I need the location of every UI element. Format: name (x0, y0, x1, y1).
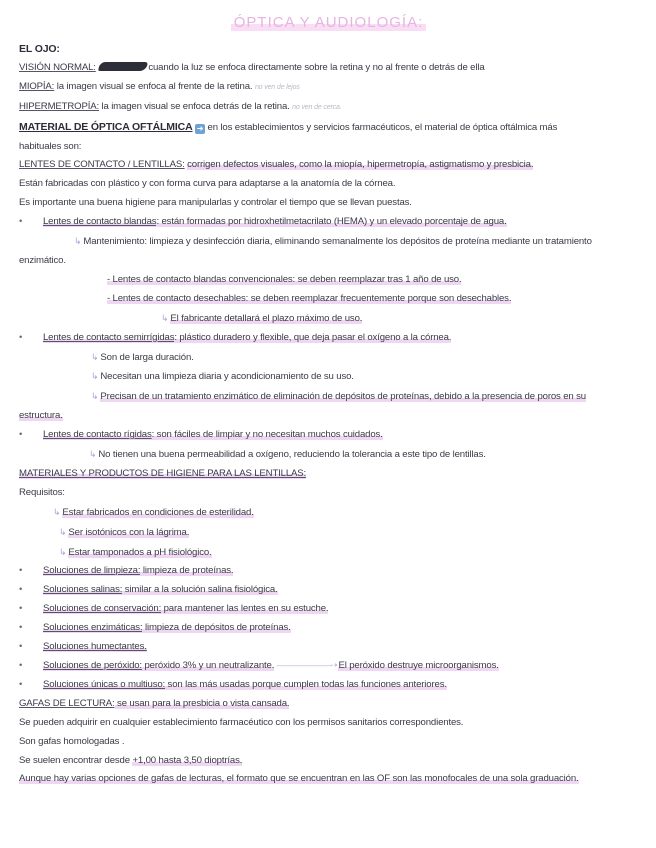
arrow-icon: ↳ (59, 546, 67, 557)
blandas-mantenimiento (19, 232, 638, 252)
arrow-right-box-icon: ➜ (196, 123, 204, 133)
arrow-icon: ↳ (91, 391, 99, 402)
gafas-text: se usan para la presbicia o vista cansada. (114, 697, 290, 709)
blandas-fabricante: ↳ El fabricante detallará el plazo máximo de uso. (161, 312, 363, 324)
line-lentes-2: Están fabricadas con plástico y con forma curva para adaptarse a la anatomía de la córnea. (19, 178, 396, 190)
semirrigidas-p3b: estructura. (19, 410, 63, 422)
line-material (19, 118, 638, 138)
requisitos-label: Requisitos: (19, 486, 65, 498)
line-hipermetropia (19, 98, 638, 118)
list-item-rigidas (19, 426, 638, 445)
miopia-note: no ven de lejos (254, 83, 300, 91)
list-item-solucion: • Soluciones salinas: similar a la solución salina fisiológica. (19, 584, 278, 596)
blandas-desechables: - Lentes de contacto desechables: se deben reemplazar frecuentemente porque son desechables. (107, 292, 512, 304)
material-text: en los establecimientos y servicios farmacéuticos, el material de óptica oftálmica más (207, 121, 558, 133)
arrow-icon: ↳ (53, 506, 61, 517)
line-lentes-3: Es importante una buena higiene para manipularlas y controlar el tiempo que se llevan puestas. (19, 197, 412, 209)
gafas-l2: Se pueden adquirir en cualquier establecimiento farmacéutico con los permisos sanitarios correspondientes. (19, 716, 464, 728)
list-item-semirrigidas (19, 329, 638, 348)
arrow-icon: ↳ (91, 371, 99, 382)
gafas-l4: Se suelen encontrar desde +1,00 hasta 3,50 dioptrías. (19, 754, 243, 766)
term-material-optica: MATERIAL DE ÓPTICA OFTÁLMICA (19, 120, 193, 133)
semirrigidas-p3: ↳ Precisan de un tratamiento enzimático de eliminación de depósitos de proteínas, debido a la presencia de poros en su (91, 391, 586, 403)
scribble-mark (98, 62, 148, 71)
term-vision-normal: VISIÓN NORMAL: (19, 61, 96, 73)
vision-normal-text: cuando la luz se enfoca directamente sobre la retina y no al frente o detrás de ella (148, 61, 485, 73)
list-item-solucion: • Soluciones enzimáticas: limpieza de depósitos de proteínas. (19, 622, 291, 634)
term-gafas: GAFAS DE LECTURA: (19, 697, 115, 709)
term-hipermetropia: HIPERMETROPÍA: (19, 100, 99, 112)
semirrigidas-p2: ↳ Necesitan una limpieza diaria y acondicionamiento de su uso. (91, 371, 354, 383)
blandas-text: : están formadas por hidroxhetilmetacrilato (HEMA) y un elevado porcentaje de agua. (156, 216, 507, 228)
blandas-convencionales: - Lentes de contacto blandas convencionales: se deben reemplazar tras 1 año de uso. (107, 273, 462, 285)
requisito-3: ↳ Estar tamponados a pH fisiológico. (59, 546, 212, 558)
gafas-l5: Aunque hay varias opciones de gafas de lecturas, el formato que se encuentran en las OF son las monofocales de una sola graduación. (19, 773, 579, 785)
list-item-solucion: • Soluciones de peróxido: peróxido 3% y un neutralizante. ———————➝ El peróxido destruye microorganismos. (19, 660, 499, 671)
gafas-l3: Son gafas homologadas . (19, 735, 125, 747)
line-lentes (19, 156, 638, 175)
arrow-icon: ↳ (74, 236, 82, 247)
requisito-2: ↳ Ser isotónicos con la lágrima. (59, 526, 190, 538)
line-vision-normal (19, 59, 638, 78)
heading-materiales: MATERIALES Y PRODUCTOS DE HIGIENE PARA LAS LENTILLAS: (19, 467, 307, 479)
list-item-solucion: • Soluciones de limpieza: limpieza de proteínas. (19, 565, 234, 577)
term-miopia: MIOPÍA: (19, 80, 55, 92)
peroxido-extra: El peróxido destruye microorganismos. (338, 660, 499, 671)
arrow-icon: ↳ (91, 351, 99, 362)
section-heading-eye: EL OJO: (19, 43, 60, 55)
term-lentes-contacto: LENTES DE CONTACTO / LENTILLAS: (19, 159, 185, 171)
hipermetropia-note: no ven de cerca. (292, 103, 342, 111)
long-arrow-icon: ———————➝ (276, 660, 336, 671)
bullet: • (19, 429, 23, 441)
line-gafas (19, 695, 638, 714)
line-material-2: habituales son: (19, 140, 82, 152)
line-miopia (19, 78, 638, 98)
term-blandas: Lentes de contacto blandas (43, 216, 157, 228)
term-semirrigidas: Lentes de contacto semirrígidas (43, 331, 175, 343)
semirrigidas-text: : plástico duradero y flexible, que deja pasar el oxígeno a la córnea. (174, 331, 452, 343)
list-item-solucion: • Soluciones humectantes. (19, 641, 147, 653)
bullet: • (19, 331, 23, 343)
blandas-sub-2: enzimático. (19, 254, 66, 266)
semirrigidas-p1: ↳ Son de larga duración. (91, 351, 194, 363)
arrow-icon: ↳ (89, 449, 97, 460)
list-item-blandas (19, 213, 638, 232)
lentes-text: corrigen defectos visuales, como la miopía, hipermetropía, astigmatismo y presbicia. (187, 159, 534, 171)
blandas-sub: Mantenimiento: limpieza y desinfección diaria, eliminando semanalmente los depósitos de proteína mediante un tratamiento (83, 236, 592, 248)
hipermetropia-text: la imagen visual se enfoca detrás de la retina. (101, 100, 290, 112)
list-item-solucion: • Soluciones de conservación: para mantener las lentes en su estuche. (19, 603, 329, 615)
arrow-icon: ↳ (161, 312, 169, 323)
arrow-icon: ↳ (59, 526, 67, 537)
term-rigidas: Lentes de contacto rígidas (43, 429, 152, 441)
rigidas-text: : son fáciles de limpiar y no necesitan muchos cuidados. (151, 429, 383, 441)
list-item-solucion: • Soluciones únicas o multiuso: son las más usadas porque cumplen todas las funciones anteriores. (19, 678, 447, 690)
bullet: • (19, 216, 23, 228)
rigidas-p1: ↳ No tienen una buena permeabilidad a oxígeno, reduciendo la tolerancia a este tipo de lentillas. (89, 449, 486, 461)
requisito-1: ↳ Estar fabricados en condiciones de esterilidad. (53, 506, 254, 518)
miopia-text: la imagen visual se enfoca al frente de la retina. (56, 80, 253, 92)
page-title: ÓPTICA Y AUDIOLOGÍA: (19, 10, 638, 36)
